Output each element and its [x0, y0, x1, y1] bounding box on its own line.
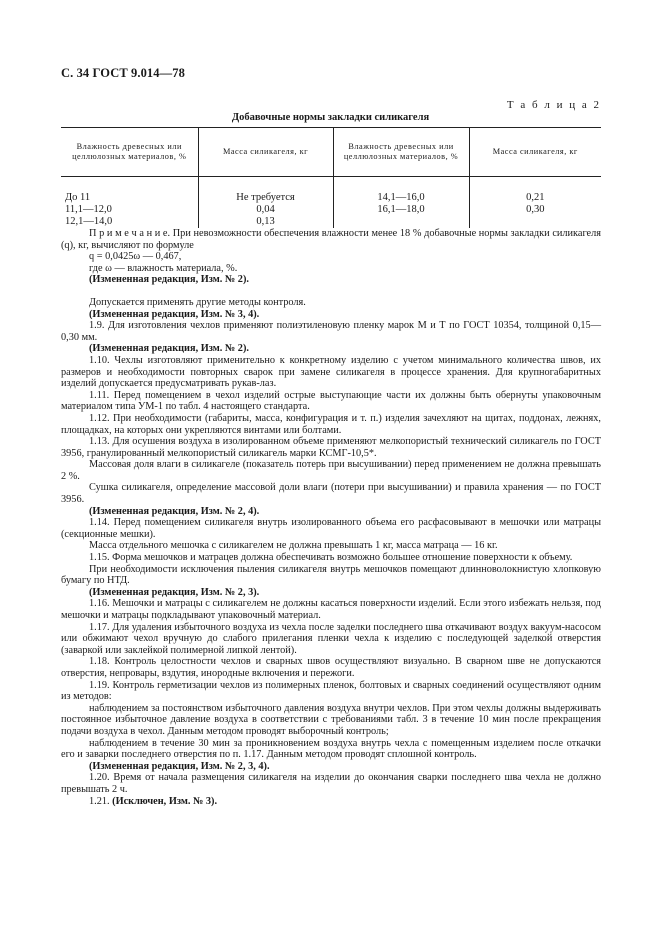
table-number-label: Т а б л и ц а 2 [506, 99, 601, 111]
document-body [61, 228, 601, 807]
edit-note [61, 274, 601, 286]
note-label: П р и м е ч а н и е. [89, 228, 171, 239]
table-row [61, 216, 601, 228]
table-cell [469, 216, 601, 228]
formula: q = 0,0425ω — 0,467, [89, 251, 182, 263]
paragraph-1-20: 1.20. Время от начала размещения силикагеля на изделии до окончания сварки последнего шва чехла не должно превышать 2 ч. [61, 772, 601, 795]
table-row [61, 177, 601, 205]
edit-note [61, 587, 601, 599]
edit-note [61, 343, 601, 355]
paragraph-1-9: 1.9. Для изготовления чехлов применяют полиэтиленовую пленку марок М и Т по ГОСТ 10354, толщиной 0,15—0,30 мм. [61, 320, 601, 343]
table-cell: 0,30 [469, 204, 601, 216]
paragraph-1-13: 1.13. Для осушения воздуха в изолированном объеме применяют мелкопористый технический силикагель по ГОСТ 3956, гранулированный мелкопористый силикагель марки КСМГ-10,5*. [61, 436, 601, 459]
column-header: Влажность древесных или целлюлозных материалов, % [333, 128, 469, 177]
paragraph-moisture: Массовая доля влаги в силикагеле (показатель потерь при высушивании) перед применением не должна превышать 2 %. [61, 459, 601, 482]
table-row [61, 204, 601, 216]
table-cell: 11,1—12,0 [65, 204, 112, 215]
paragraph-1-17: 1.17. Для удаления избыточного воздуха из чехла после заделки последнего шва откачивают воздух вакуум-насосом или обжимают чехол вручную до слабого прилегания пленки чехла к изделию с последующей заделкой отверстия (заваркой или заклейкой полимерной липкой лентой). [61, 621, 601, 656]
table-cell: 12,1—14,0 [65, 216, 113, 227]
edit-note-text: (Измененная редакция, Изм. № 2). [89, 343, 249, 355]
table-cell: Не требуется [198, 177, 333, 205]
table-cell: 16,1—18,0 [333, 204, 469, 216]
paragraph-dust: При необходимости исключения пыления силикагеля внутрь мешочков помещают длинноволокнистую хлопковую бумагу по НТД. [61, 563, 601, 587]
formula-where: где ω — влажность материала, %. [89, 262, 238, 274]
column-header: Влажность древесных или целлюлозных материалов, % [61, 128, 198, 177]
edit-note [61, 506, 601, 518]
table-title: Добавочные нормы закладки силикагеля [231, 112, 430, 123]
table-cell [333, 216, 469, 228]
paragraph-method-1: наблюдением за постоянством избыточного давления воздуха внутри чехлов. При этом чехлы должны выдерживать постоянное избыточное давление воздуха в соответствии с требованиями табл. 3 в течение 10 мин после прекращения подачи воздуха в чехол. Данным методом проводят выборочный контроль; [61, 702, 601, 737]
edit-note-text: (Измененная редакция, Изм. № 2, 3). [89, 586, 260, 598]
paragraph-1-18: 1.18. Контроль целостности чехлов и сварных швов осуществляют визуально. В сварном шве не допускаются отверстия, непровары, вздутия, инородные включения и пережоги. [61, 656, 601, 679]
silica-gel-table [61, 127, 601, 228]
table-cell: 0,13 [198, 216, 333, 228]
excluded-note: (Исключен, Изм. № 3). [112, 795, 218, 807]
table-cell: 14,1—16,0 [333, 177, 469, 205]
edit-note-text: (Измененная редакция, Изм. № 3, 4). [89, 308, 260, 320]
paragraph-mass: Масса отдельного мешочка с силикагелем не должна превышать 1 кг, масса матраца — 16 кг. [89, 540, 498, 552]
paragraph-1-14: 1.14. Перед помещением силикагеля внутрь изолированного объема его расфасовывают в мешочки или матрацы (секционные мешки). [61, 517, 601, 540]
edit-note [61, 309, 601, 321]
paragraph-other-methods: Допускается применять другие методы контроля. [89, 296, 306, 308]
edit-note [61, 761, 601, 773]
table-cell: 0,21 [469, 177, 601, 205]
paragraph-method-2: наблюдением в течение 30 мин за проникновением воздуха внутрь чехла с помещенным изделием после откачки его и заварки последнего отверстия по п. 1.17. Данным методом проводят сплошной контроль. [61, 737, 601, 761]
table-header-row [61, 128, 601, 177]
table-cell: До 11 [65, 192, 91, 203]
note-body: При невозможности обеспечения влажности менее 18 % добавочные нормы закладки силикагеля (q), кг, вычисляют по формуле [61, 228, 601, 251]
column-header: Масса силикагеля, кг [469, 128, 601, 177]
paragraph-1-12: 1.12. При необходимости (габариты, масса, конфигурация и т. п.) изделия зачехляют на щитах, поддонах, лежнях, площадках, на которых они укрепляются винтами или болтами. [61, 412, 601, 436]
table-cell: 0,04 [198, 204, 333, 216]
note-paragraph [61, 228, 601, 251]
edit-note-text: (Измененная редакция, Изм. № 2, 4). [89, 505, 260, 517]
paragraph-1-10: 1.10. Чехлы изготовляют применительно к конкретному изделию с учетом минимального количества швов, их размеров и необходимости повторных сварок при замене силикагеля в процессе хранения. Для крупногабаритных изделий допускается предусматривать рукав-лаз. [61, 354, 601, 390]
paragraph-drying: Сушка силикагеля, определение массовой доли влаги (потери при высушивании) и правила хранения — по ГОСТ 3956. [61, 482, 601, 506]
paragraph-1-19: 1.19. Контроль герметизации чехлов из полимерных пленок, болтовых и сварных соединений осуществляют одним из методов: [61, 679, 601, 703]
page-header: С. 34 ГОСТ 9.014—78 [61, 66, 185, 80]
edit-note-text: (Измененная редакция, Изм. № 2). [89, 274, 249, 286]
paragraph-number: 1.21. [89, 795, 110, 807]
paragraph-1-11: 1.11. Перед помещением в чехол изделий острые выступающие части их должны быть обернуты упаковочным материалом типа УМ-1 по табл. 4 настоящего стандарта. [61, 389, 601, 413]
paragraph-1-16: 1.16. Мешочки и матрацы с силикагелем не должны касаться поверхности изделий. Если этого избежать нельзя, под мешочки и матрацы подкладывают упаковочный материал. [61, 598, 601, 621]
paragraph-1-21 [61, 796, 601, 808]
column-header: Масса силикагеля, кг [198, 128, 333, 177]
edit-note-text: (Измененная редакция, Изм. № 2, 3, 4). [89, 760, 270, 772]
paragraph-1-15: 1.15. Форма мешочков и матрацев должна обеспечивать возможно большее отношение поверхности к объему. [89, 552, 573, 564]
